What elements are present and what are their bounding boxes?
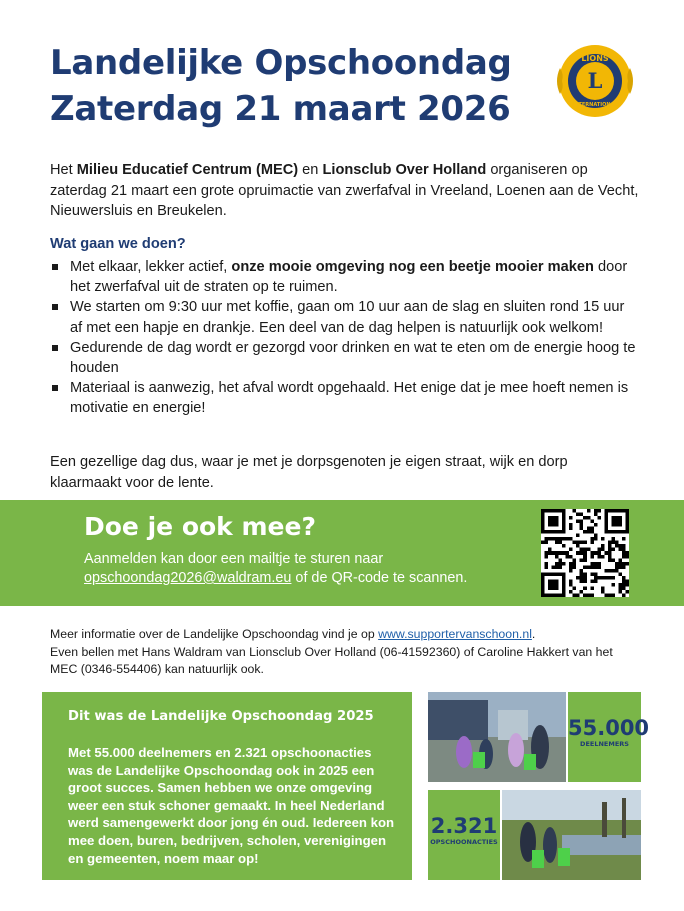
plan-heading: Wat gaan we doen? — [50, 236, 186, 252]
page-title — [50, 40, 512, 132]
stat-participants-number: 55.000 — [568, 716, 650, 740]
title-line-1: Landelijke Opschoondag — [50, 43, 512, 83]
stat-participants-label: DEELNEMERS — [580, 740, 629, 748]
lions-international-logo — [552, 38, 638, 124]
stat-actions-label: OPSCHOONACTIES — [430, 838, 498, 846]
cleanup-photo-kids — [428, 692, 566, 782]
signup-banner — [0, 500, 684, 606]
list-item — [50, 257, 640, 297]
bullet1-post: door het zwerfafval uit de straten op te ruimen. — [70, 259, 628, 296]
intro-text-3: organiseren op zaterdag 21 maart een grote opruimactie van zwerfafval in Vreeland, Loenen aan de Vecht, Nieuwersluis en Breukelen. — [50, 162, 639, 219]
recap-text: Met 55.000 deelnemers en 2.321 opschoonacties was de Landelijke Opschoondag ook in 2025 een groot succes. Samen hebben we onze omgeving weer een stuk schoner gemaakt. In heel Nederland werd samengewerkt door jong én oud. Iedereen kon mee doen, buren, bedrijven, scholen, verenigingen en gemeenten, noem maar op! — [68, 745, 395, 866]
logo-bottom-text: INTERNATIONAL — [572, 102, 618, 108]
intro-paragraph — [50, 160, 640, 222]
contact-text: Even bellen met Hans Waldram van Lionsclub Over Holland (06-41592360) of Caroline Hakkert van het MEC (0346-554406) kan natuurlijk ook. — [50, 644, 613, 676]
closing-paragraph: Een gezellige dag dus, waar je met je dorpsgenoten je eigen straat, wijk en dorp klaarmaakt voor de lente. — [50, 454, 568, 491]
intro-mec: Milieu Educatief Centrum (MEC) — [76, 162, 299, 178]
logo-top-text: LIONS — [581, 54, 609, 63]
bullet1-pre: Met elkaar, lekker actief, — [70, 259, 232, 275]
qr-finder-pattern — [548, 579, 559, 590]
qr-finder-pattern — [611, 516, 622, 527]
signup-text — [84, 550, 524, 588]
info-period: . — [531, 627, 536, 641]
cleanup-photo-canal — [502, 790, 641, 880]
more-info — [50, 626, 640, 679]
intro-lionsclub: Lionsclub Over Holland — [322, 162, 487, 178]
title-line-2: Zaterdag 21 maart 2026 — [50, 89, 511, 129]
stat-actions — [428, 790, 500, 880]
logo-letter: L — [587, 68, 603, 93]
stat-participants — [568, 692, 650, 782]
stat-actions-number: 2.321 — [430, 814, 498, 838]
signup-title: Doe je ook mee? — [84, 512, 316, 541]
signup-line-end: of de QR-code te scannen. — [291, 570, 468, 586]
signup-email-link[interactable]: opschoondag2026@waldram.eu — [84, 570, 292, 586]
signup-line: Aanmelden kan door een mailtje te sturen naar — [84, 551, 384, 567]
info-text: Meer informatie over de Landelijke Opschoondag vind je op — [50, 627, 379, 641]
website-link[interactable]: www.supportervanschoon.nl — [378, 627, 532, 641]
list-item: Gedurende de dag wordt er gezorgd voor drinken en wat te eten om de energie hoog te houden — [50, 338, 640, 378]
plan-list — [50, 257, 640, 419]
list-item: We starten om 9:30 uur met koffie, gaan om 10 uur aan de slag en sluiten rond 15 uur af met een hapje en drankje. Een deel van de dag helpen is natuurlijk ook welkom! — [50, 297, 640, 337]
signup-qr-code[interactable] — [541, 509, 629, 597]
intro-text-1: Het — [50, 162, 77, 178]
recap-title: Dit was de Landelijke Opschoondag 2025 — [68, 709, 374, 724]
intro-text-2: en — [298, 162, 323, 178]
recap-2025-box — [42, 692, 412, 880]
bullet1-bold: onze mooie omgeving nog een beetje mooier maken — [231, 259, 594, 275]
list-item: Materiaal is aanwezig, het afval wordt opgehaald. Het enige dat je mee hoeft nemen is motivatie en energie! — [50, 378, 640, 418]
qr-finder-pattern — [548, 516, 559, 527]
